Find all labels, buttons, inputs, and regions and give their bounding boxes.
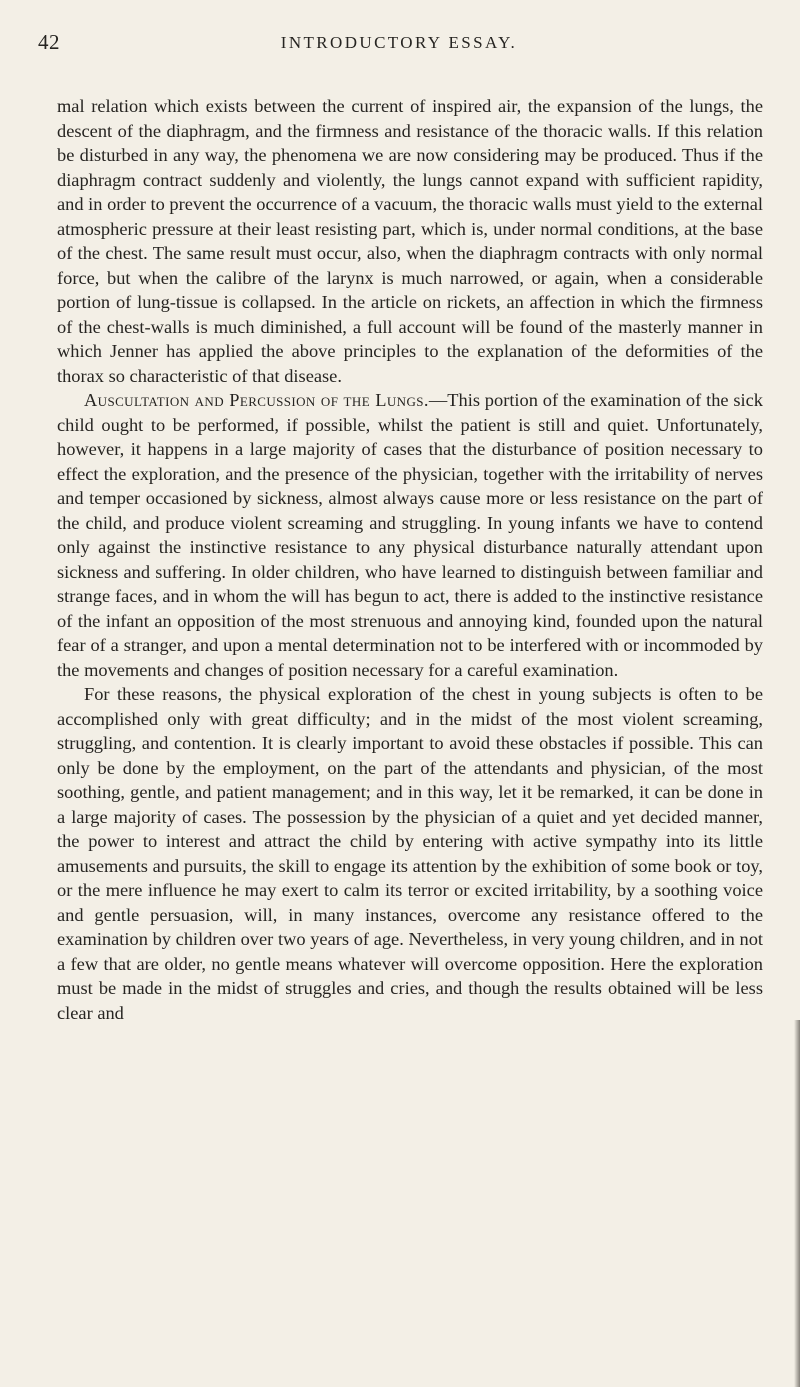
paragraph-auscultation-text: —This portion of the examination of the sick child ought to be performed, if possible, whilst the patient is still and quiet. Unfortunately, however, it happens in a large majority of cases that the disturbance of position necessary to effect the exploration, and the presence of the physician, together with the irritability of nerves and temper occasioned by sickness, almost always cause more or less resistance on the part of the child, and produce violent screaming and struggling. In young infants we have to contend only against the instinctive resistance to any physical disturbance naturally attendant upon sickness and suffering. In older children, who have learned to distinguish between familiar and strange faces, and in whom the will has begun to act, there is added to the instinctive resistance of the infant an opposition of the most strenuous and annoying kind, founded upon the natural fear of a stranger, and upon a mental determination not to be interfered with or incommoded by the movements and changes of position necessary for a careful examination.	[57, 390, 763, 680]
running-header	[38, 30, 760, 56]
page-number: 42	[38, 30, 60, 54]
body-text	[57, 94, 763, 1025]
running-title: INTRODUCTORY ESSAY.	[280, 33, 518, 52]
paragraph-reasons: For these reasons, the physical exploration of the chest in young subjects is often to be accomplished only with great difficulty; and in the midst of the most violent screaming, struggling, and contention. It is clearly important to avoid these obstacles if possible. This can only be done by the employment, on the part of the attendants and physician, of the most soothing, gentle, and patient management; and in this way, let it be remarked, it can be done in a large majority of cases. The possession by the physician of a quiet and yet decided manner, the power to interest and attract the child by entering with active sympathy into its little amusements and pursuits, the skill to engage its attention by the exhibition of some book or toy, or the mere influence he may exert to calm its terror or excited irritability, by a soothing voice and gentle persuasion, will, in many instances, overcome any resistance offered to the examination by children over two years of age. Nevertheless, in very young children, and in not a few that are older, no gentle means whatever will overcome opposition. Here the exploration must be made in the midst of struggles and cries, and though the results obtained will be less clear and	[57, 684, 763, 1023]
paragraph-continuation: mal relation which exists between the current of inspired air, the expansion of the lungs, the descent of the diaphragm, and the firmness and resistance of the thoracic walls. If this relation be disturbed in any way, the phenomena we are now considering may be produced. Thus if the diaphragm contract suddenly and violently, the lungs cannot expand with sufficient rapidity, and in order to prevent the occurrence of a vacuum, the thoracic walls must yield to the external atmospheric pressure at their least resisting part, which is, under normal conditions, at the base of the chest. The same result must occur, also, when the diaphragm contracts with only normal force, but when the calibre of the larynx is much narrowed, or again, when a considerable portion of lung-tissue is collapsed. In the article on rickets, an affection in which the firmness of the chest-walls is much diminished, a full account will be found of the masterly manner in which Jenner has applied the above principles to the explanation of the deformities of the thorax so characteristic of that disease.	[57, 96, 763, 386]
section-heading: Auscultation and Percussion of the Lungs.	[84, 390, 429, 410]
page-edge-shadow	[794, 1020, 800, 1387]
paragraph-auscultation	[57, 388, 763, 682]
